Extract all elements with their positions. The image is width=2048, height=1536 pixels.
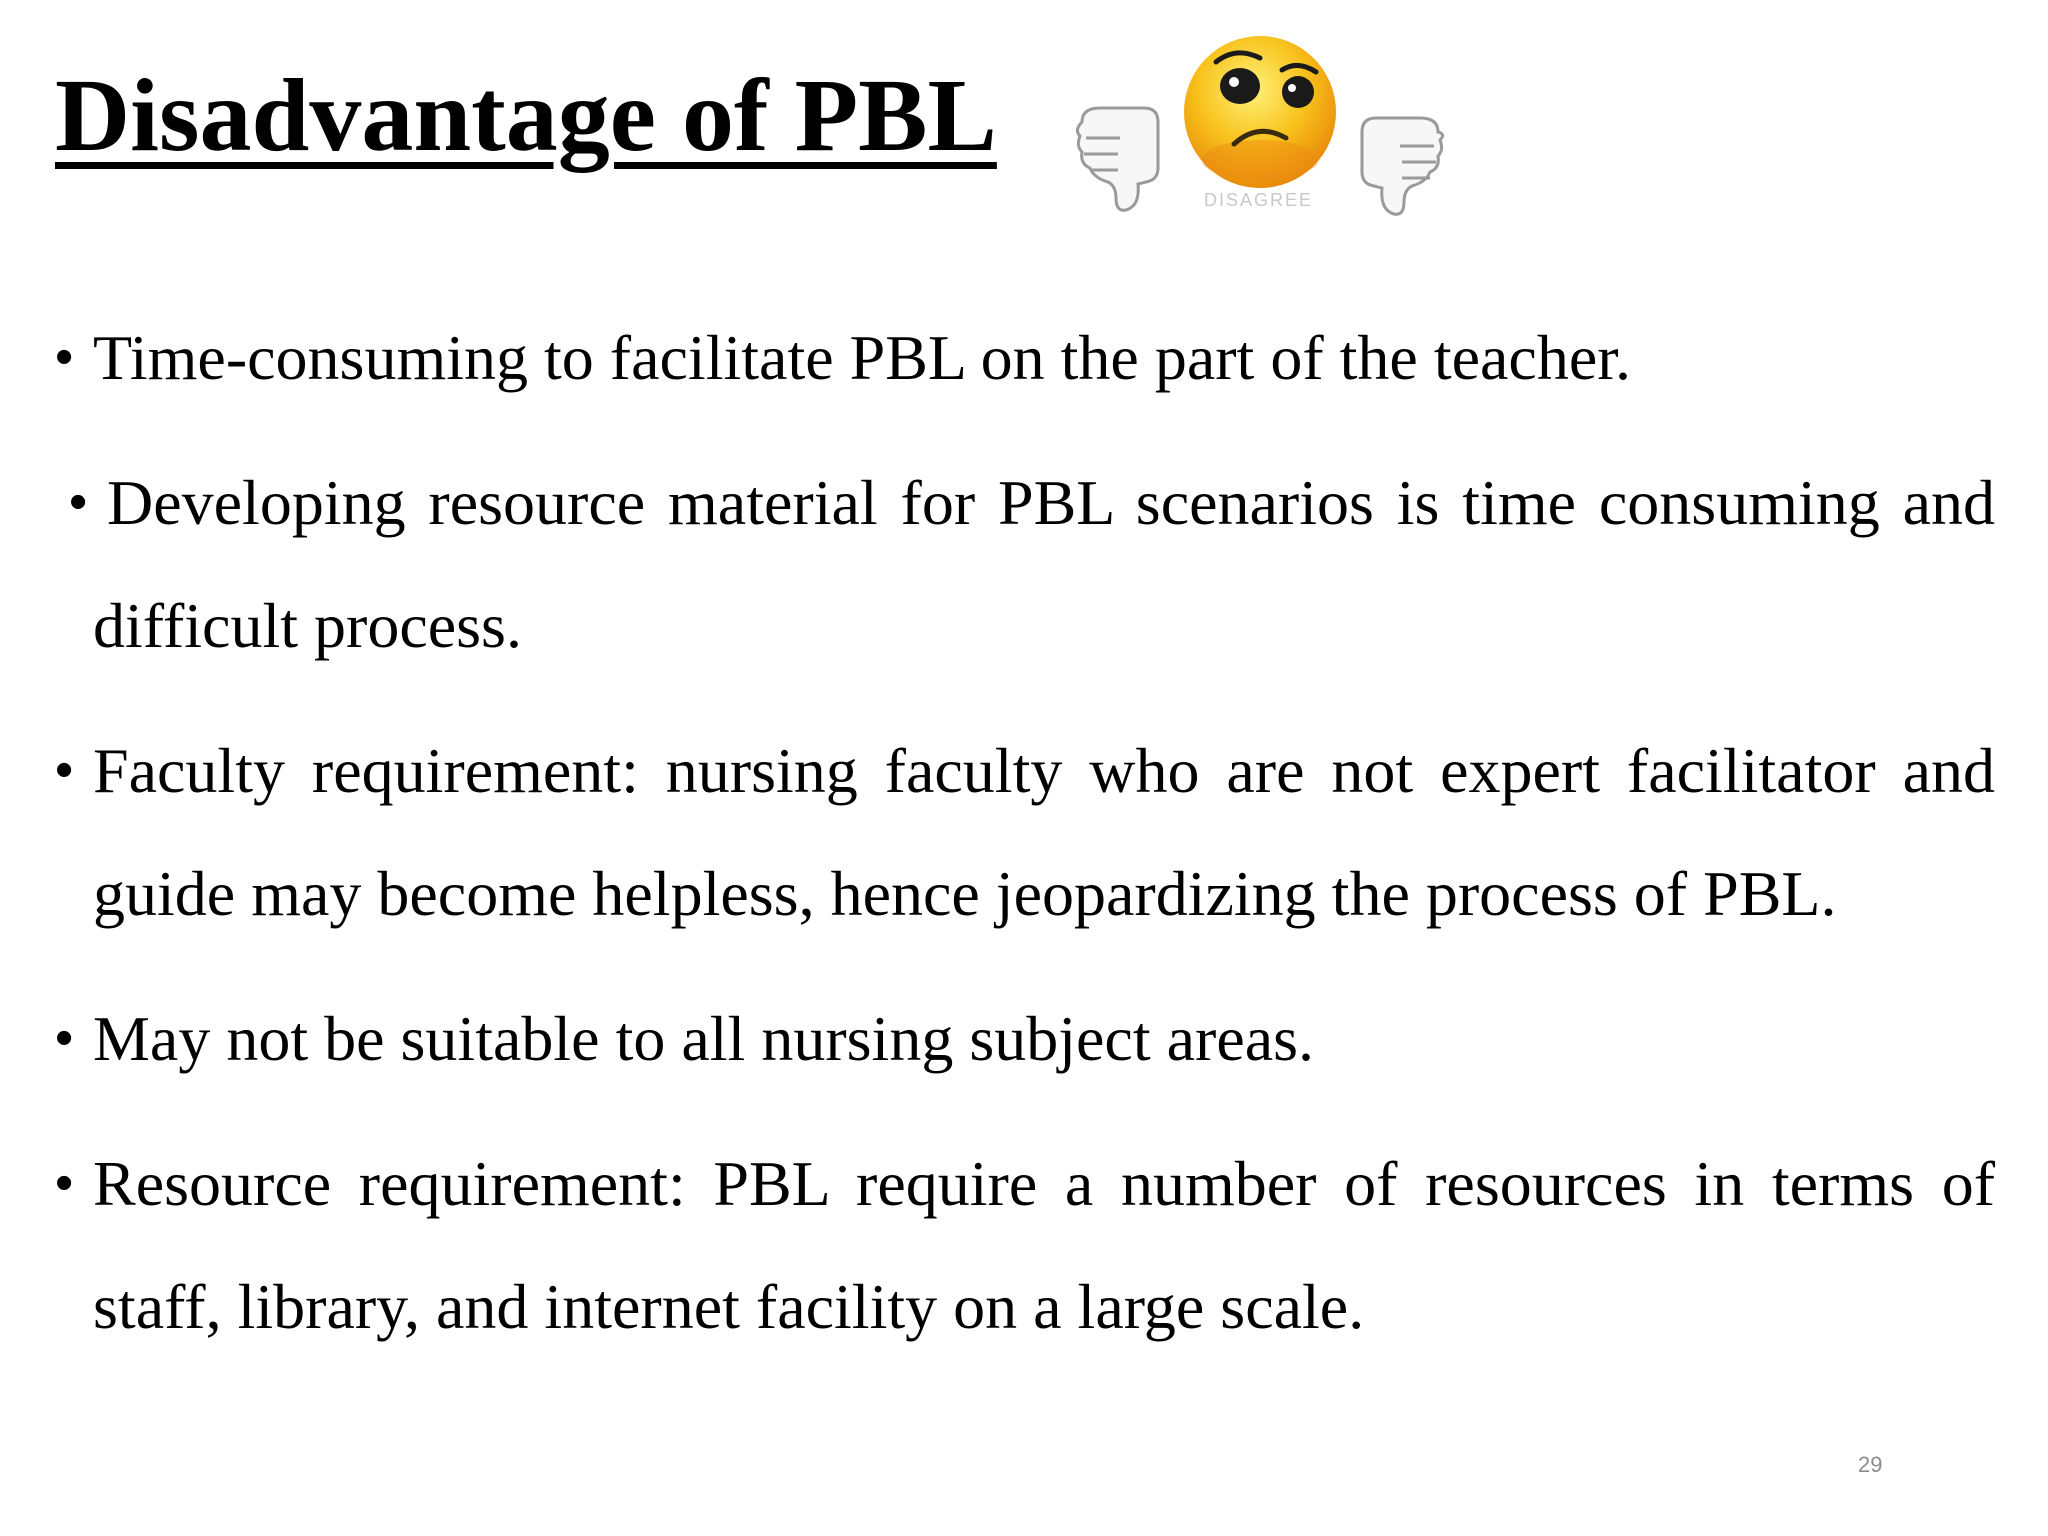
slide-title: Disadvantage of PBL [55, 58, 997, 173]
page-number: 29 [1858, 1452, 1883, 1477]
watermark-text: DISAGREE [1204, 190, 1314, 210]
bullet-list [55, 296, 1995, 1390]
bullet-item: • Resource requirement: PBL require a number of resources in terms of staff, library, and internet facility on a large scale. [55, 1122, 1995, 1368]
bullet-item: • May not be suitable to all nursing subject areas. [55, 977, 1995, 1100]
bullet-item: • Developing resource material for PBL scenarios is time consuming and difficult process. [55, 441, 1995, 687]
bullet-item: • Time-consuming to facilitate PBL on the part of the teacher. [55, 296, 1995, 419]
bullet-item: • Faculty requirement: nursing faculty who are not expert facilitator and guide may become helpless, hence jeopardizing the process of PBL. [55, 709, 1995, 955]
sad-thumbs-down-emoji-icon [1074, 34, 1446, 222]
